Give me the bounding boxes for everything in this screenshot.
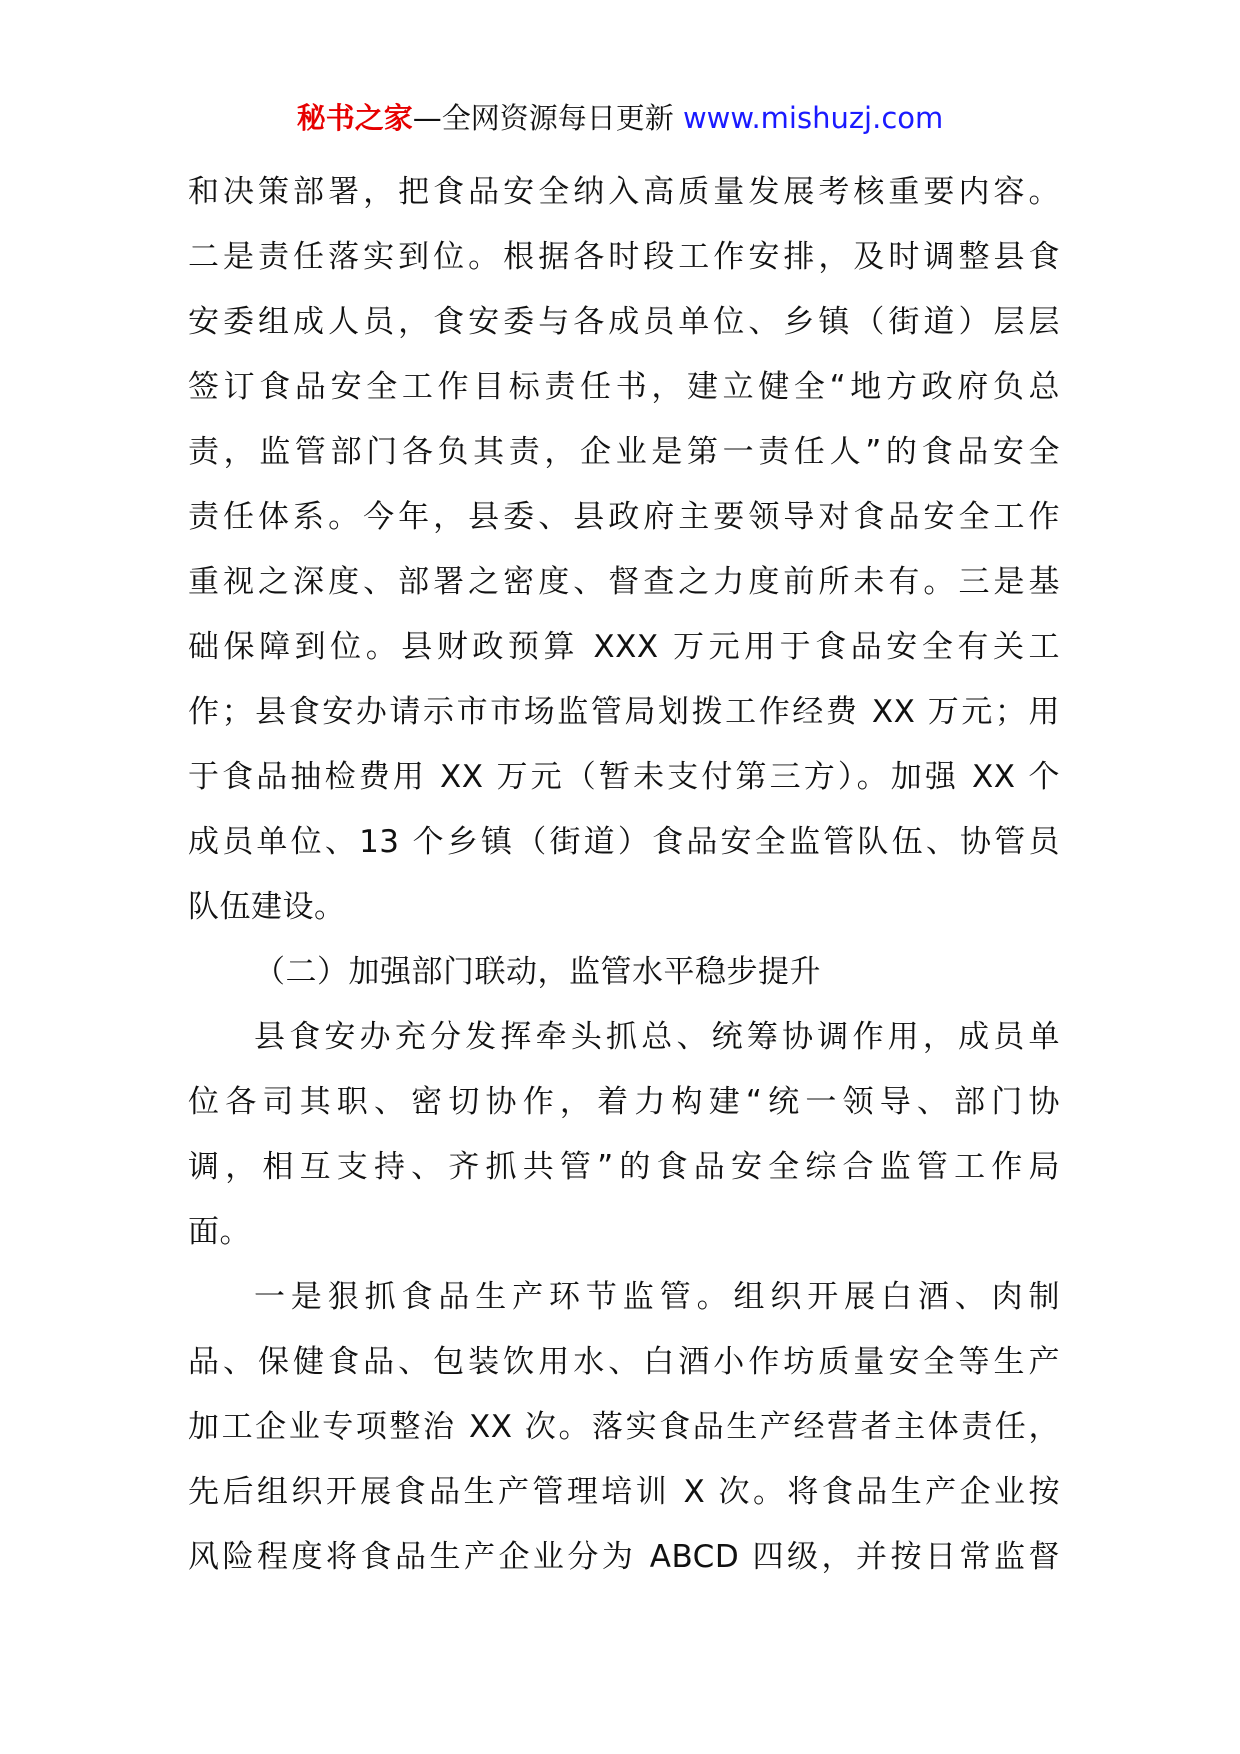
text-line: 成员单位、13 个乡镇（街道）食品安全监管队伍、协管员 (188, 824, 1060, 860)
text-line: 责，监管部门各负其责，企业是第一责任人”的食品安全 (188, 434, 1060, 470)
text-line: 面。 (188, 1214, 251, 1250)
text-line: 重视之深度、部署之密度、督查之力度前所未有。三是基 (188, 564, 1060, 600)
text-line: 县食安办充分发挥牵头抓总、统筹协调作用，成员单 (254, 1019, 1060, 1055)
text-line: 责任体系。今年，县委、县政府主要领导对食品安全工作 (188, 499, 1060, 535)
document-body (188, 160, 1060, 1590)
section-heading: （二）加强部门联动，监管水平稳步提升 (254, 954, 821, 990)
site-tagline: —全网资源每日更新 (412, 101, 674, 135)
text-line: 二是责任落实到位。根据各时段工作安排，及时调整县食 (188, 239, 1060, 275)
text-line: 风险程度将食品生产企业分为 ABCD 四级，并按日常监督 (188, 1539, 1060, 1575)
text-line: 于食品抽检费用 XX 万元（暂未支付第三方）。加强 XX 个 (188, 759, 1060, 795)
text-line: 调，相互支持、齐抓共管”的食品安全综合监管工作局 (188, 1149, 1060, 1185)
text-line: 位各司其职、密切协作，着力构建“统一领导、部门协 (188, 1084, 1060, 1120)
text-line: 和决策部署，把食品安全纳入高质量发展考核重要内容。 (188, 174, 1060, 210)
text-line: 一是狠抓食品生产环节监管。组织开展白酒、肉制 (254, 1279, 1060, 1315)
text-line: 先后组织开展食品生产管理培训 X 次。将食品生产企业按 (188, 1474, 1060, 1510)
site-header (0, 98, 1240, 138)
text-line: 作；县食安办请示市市场监管局划拨工作经费 XX 万元；用 (188, 694, 1060, 730)
text-line: 础保障到位。县财政预算 XXX 万元用于食品安全有关工 (188, 629, 1060, 665)
text-line: 队伍建设。 (188, 889, 346, 925)
text-line: 签订食品安全工作目标责任书，建立健全“地方政府负总 (188, 369, 1060, 405)
site-brand: 秘书之家 (296, 101, 413, 135)
text-line: 品、保健食品、包装饮用水、白酒小作坊质量安全等生产 (188, 1344, 1060, 1380)
text-line: 加工企业专项整治 XX 次。落实食品生产经营者主体责任， (188, 1409, 1060, 1445)
site-url-link[interactable]: www.mishuzj.com (682, 101, 944, 135)
text-line: 安委组成人员，食安委与各成员单位、乡镇（街道）层层 (188, 304, 1060, 340)
